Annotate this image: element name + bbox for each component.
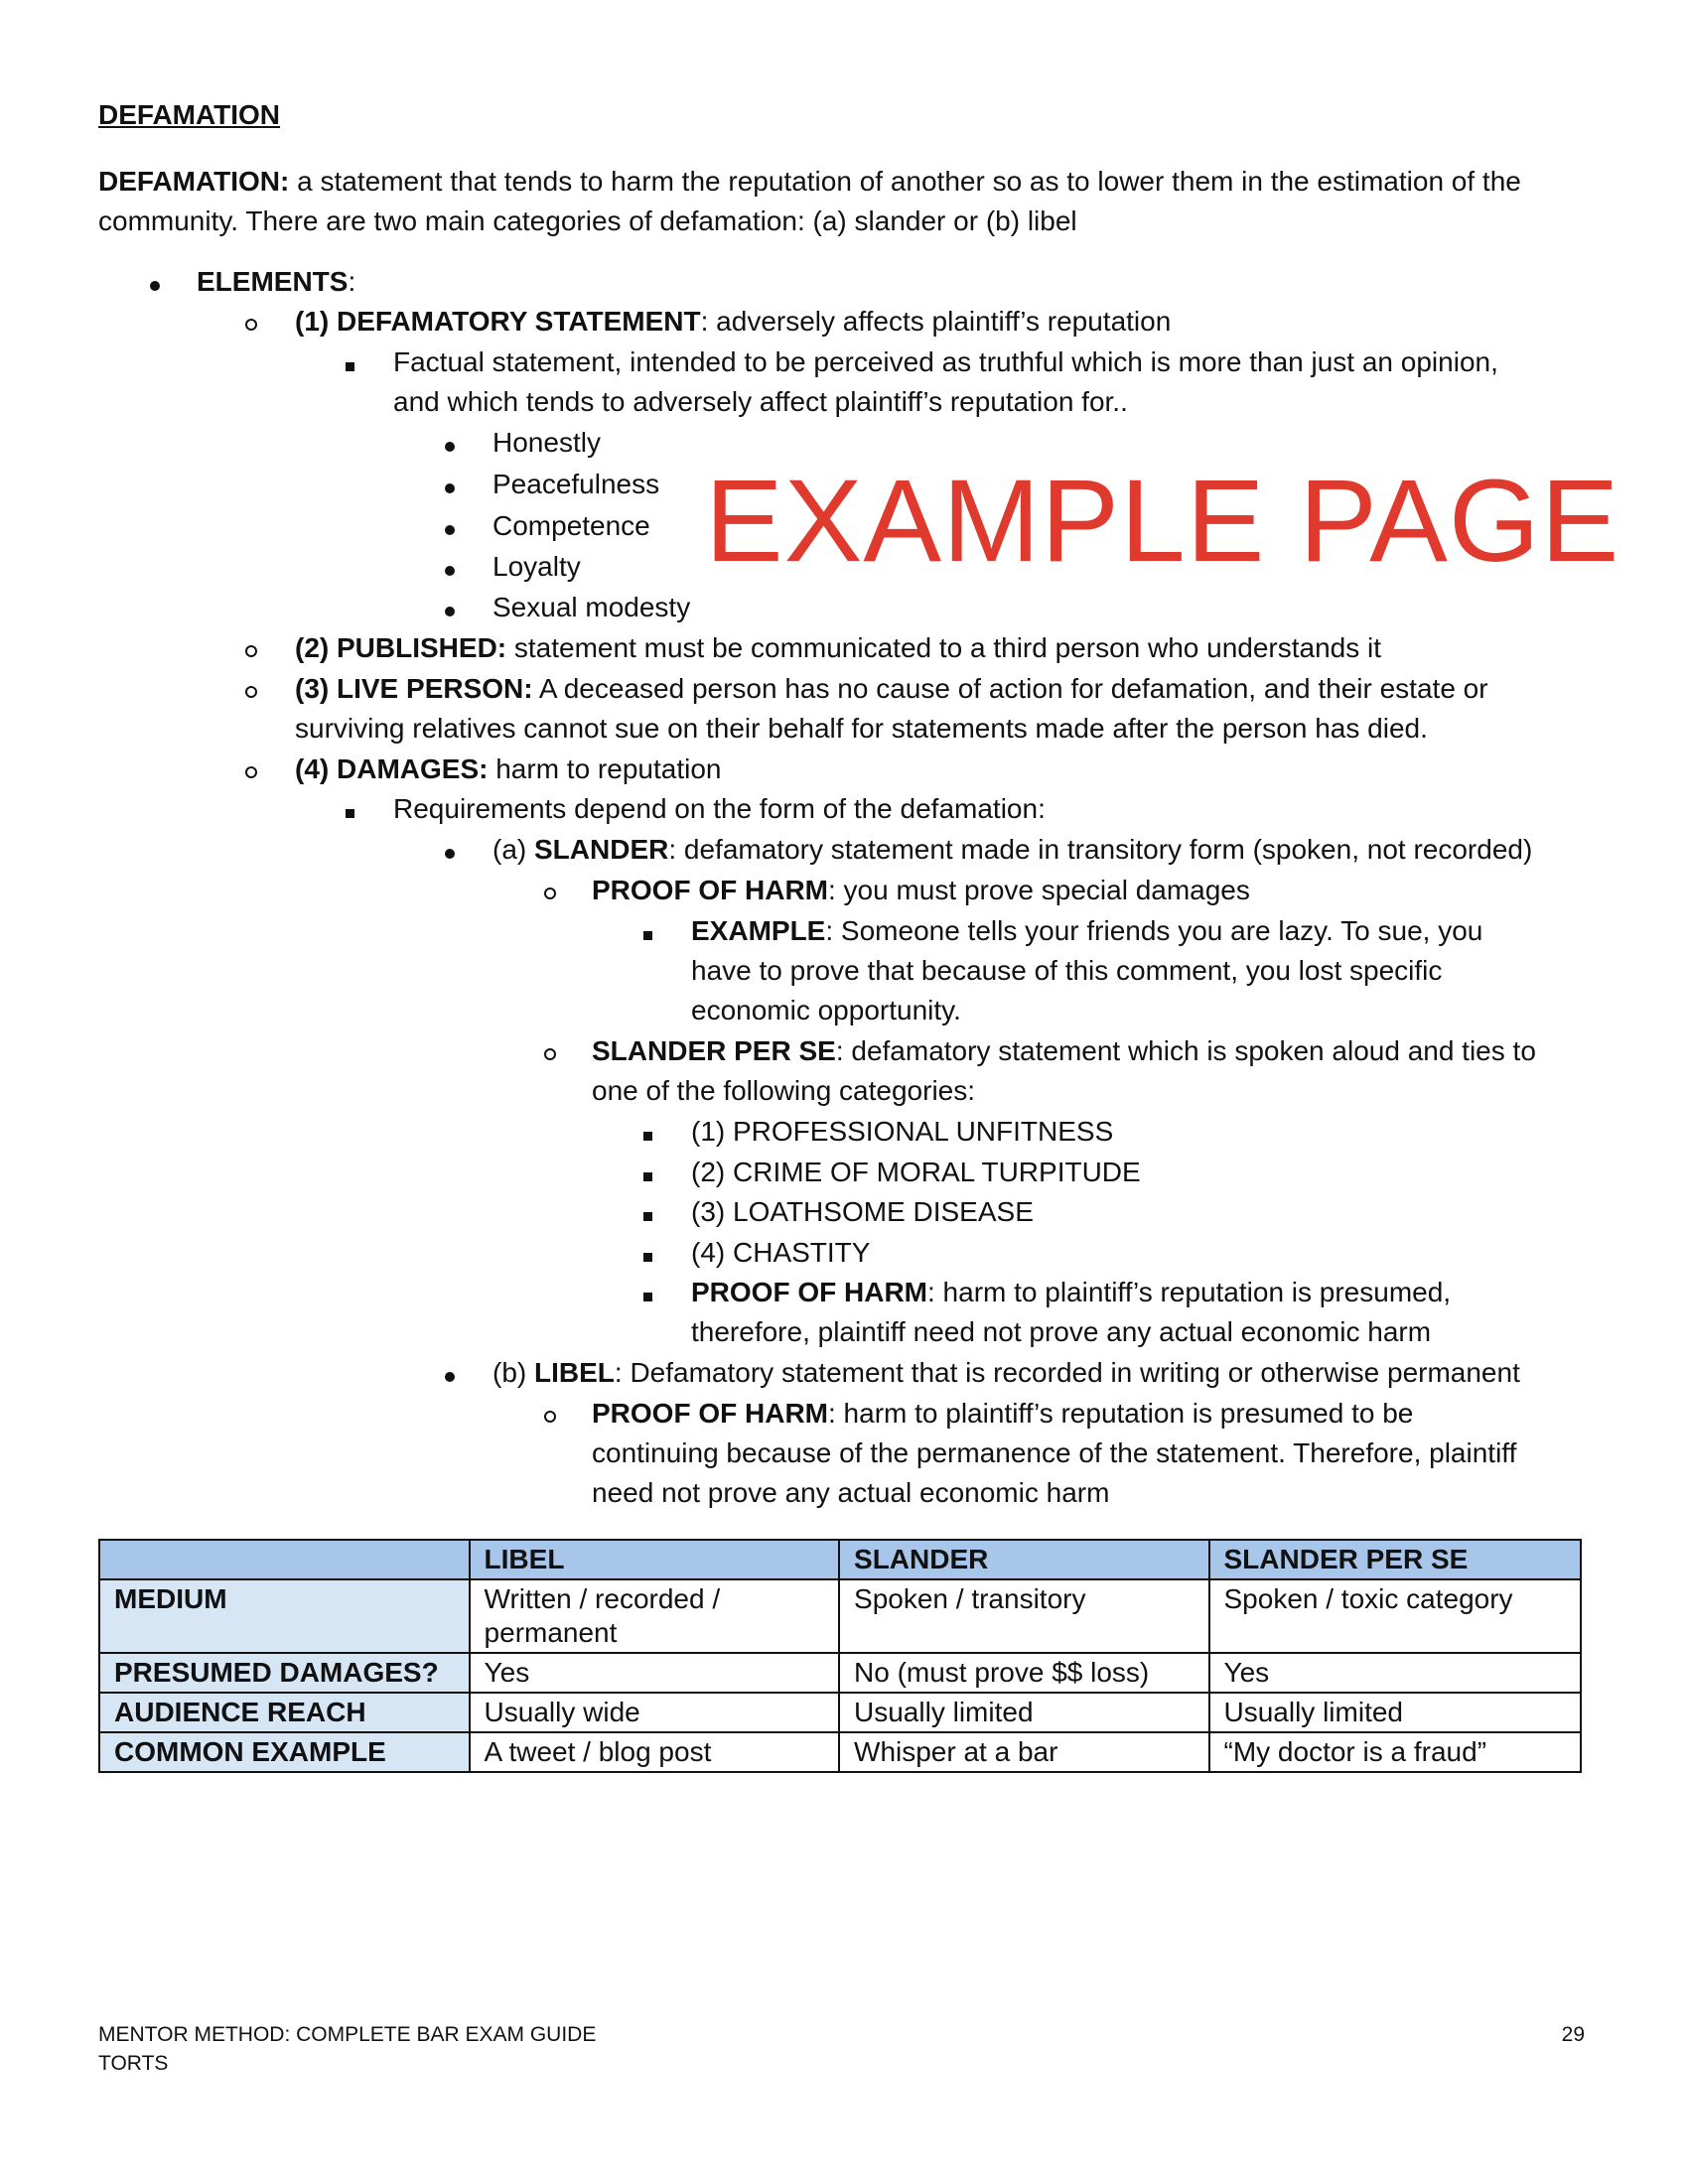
table-row	[99, 1693, 1581, 1732]
table-cell: “My doctor is a fraud”	[1209, 1732, 1582, 1772]
bullet-icon	[445, 423, 455, 463]
row-label: PRESUMED DAMAGES?	[99, 1653, 470, 1693]
table-cell: No (must prove $$ loss)	[839, 1653, 1208, 1693]
circle-bullet-icon	[245, 750, 257, 789]
slander-per-se-definition-cont: one of the following categories:	[592, 1075, 976, 1106]
bullet-icon	[445, 830, 455, 870]
slander-definition: (a) SLANDER: defamatory statement made in transitory form (spoken, not recorded)	[492, 834, 1533, 865]
slander-example: EXAMPLE: Someone tells your friends you are lazy. To sue, you	[691, 915, 1483, 946]
table-header-cell: LIBEL	[470, 1540, 839, 1579]
bullet-icon	[150, 262, 160, 302]
table-header-cell: SLANDER	[839, 1540, 1208, 1579]
comparison-table	[98, 1539, 1582, 1773]
circle-bullet-icon	[544, 1031, 556, 1071]
circle-bullet-icon	[245, 669, 257, 709]
row-label: AUDIENCE REACH	[99, 1693, 470, 1732]
trait-item: Honestly	[492, 427, 601, 458]
row-label: MEDIUM	[99, 1579, 470, 1653]
slander-per-se-proof-cont: therefore, plaintiff need not prove any actual economic harm	[691, 1316, 1432, 1347]
page-footer	[98, 2020, 596, 2078]
trait-item: Sexual modesty	[492, 592, 691, 622]
square-bullet-icon	[643, 1273, 652, 1312]
bullet-icon	[445, 1353, 455, 1393]
intro-paragraph	[98, 162, 1598, 241]
table-cell: Yes	[470, 1653, 839, 1693]
trait-item: Competence	[492, 510, 650, 541]
bullet-icon	[445, 465, 455, 504]
circle-bullet-icon	[245, 302, 257, 341]
square-bullet-icon	[643, 911, 652, 951]
row-label: COMMON EXAMPLE	[99, 1732, 470, 1772]
element-damages: (4) DAMAGES: harm to reputation	[295, 753, 722, 784]
example-page-watermark: EXAMPLE PAGE	[705, 456, 1620, 587]
bullet-icon	[445, 506, 455, 546]
element-live-person-cont: surviving relatives cannot sue on their behalf for statements made after the person has died.	[295, 713, 1428, 744]
page-title: DEFAMATION	[98, 99, 281, 130]
slander-per-se-definition: SLANDER PER SE: defamatory statement which is spoken aloud and ties to	[592, 1035, 1536, 1066]
libel-proof-of-harm: PROOF OF HARM: harm to plaintiff’s reputation is presumed to be	[592, 1398, 1414, 1429]
slander-per-se-proof: PROOF OF HARM: harm to plaintiff’s reputation is presumed,	[691, 1277, 1452, 1307]
factual-statement-line2: and which tends to adversely affect plaintiff’s reputation for..	[393, 386, 1128, 417]
slander-per-se-category: (3) LOATHSOME DISEASE	[691, 1196, 1034, 1227]
table-row	[99, 1732, 1581, 1772]
bullet-icon	[445, 547, 455, 587]
table-cell: Usually limited	[1209, 1693, 1582, 1732]
element-published: (2) PUBLISHED: statement must be communicated to a third person who understands it	[295, 632, 1382, 663]
square-bullet-icon	[346, 342, 354, 382]
factual-statement-line1: Factual statement, intended to be perceived as truthful which is more than just an opinion,	[393, 346, 1498, 377]
table-row	[99, 1653, 1581, 1693]
element-live-person: (3) LIVE PERSON: A deceased person has no cause of action for defamation, and their estate or	[295, 673, 1488, 704]
table-cell: Written / recorded / permanent	[470, 1579, 839, 1653]
table-cell: Usually limited	[839, 1693, 1208, 1732]
libel-proof-of-harm-cont: need not prove any actual economic harm	[592, 1477, 1110, 1508]
requirements-line: Requirements depend on the form of the defamation:	[393, 793, 1046, 824]
elements-heading: ELEMENTS:	[197, 266, 356, 297]
libel-proof-of-harm-cont: continuing because of the permanence of the statement. Therefore, plaintiff	[592, 1437, 1517, 1468]
slander-per-se-category: (2) CRIME OF MORAL TURPITUDE	[691, 1157, 1141, 1187]
square-bullet-icon	[643, 1112, 652, 1152]
bullet-icon	[445, 588, 455, 627]
trait-item: Peacefulness	[492, 469, 660, 499]
element-defamatory-statement: (1) DEFAMATORY STATEMENT: adversely affects plaintiff’s reputation	[295, 306, 1172, 337]
intro-term: DEFAMATION:	[98, 166, 290, 197]
page-number: 29	[1561, 2023, 1585, 2046]
libel-definition: (b) LIBEL: Defamatory statement that is recorded in writing or otherwise permanent	[492, 1357, 1520, 1388]
table-cell: Yes	[1209, 1653, 1582, 1693]
table-cell: Usually wide	[470, 1693, 839, 1732]
table-cell: Whisper at a bar	[839, 1732, 1208, 1772]
table-header-row	[99, 1540, 1581, 1579]
table-header-cell: SLANDER PER SE	[1209, 1540, 1582, 1579]
slander-per-se-category: (4) CHASTITY	[691, 1237, 871, 1268]
table-row	[99, 1579, 1581, 1653]
intro-text: a statement that tends to harm the reputation of another so as to lower them in the estimation of the community. There are two main categories of defamation: (a) slander or (b) libel	[98, 166, 1521, 236]
table-cell: Spoken / toxic category	[1209, 1579, 1582, 1653]
table-cell: Spoken / transitory	[839, 1579, 1208, 1653]
circle-bullet-icon	[544, 1394, 556, 1433]
slander-proof-of-harm: PROOF OF HARM: you must prove special damages	[592, 875, 1250, 905]
footer-section: TORTS	[98, 2052, 169, 2075]
slander-per-se-category: (1) PROFESSIONAL UNFITNESS	[691, 1116, 1114, 1147]
square-bullet-icon	[346, 789, 354, 829]
slander-example-cont: economic opportunity.	[691, 995, 961, 1025]
circle-bullet-icon	[245, 628, 257, 668]
circle-bullet-icon	[544, 871, 556, 910]
table-cell: A tweet / blog post	[470, 1732, 839, 1772]
slander-example-cont: have to prove that because of this comment, you lost specific	[691, 955, 1443, 986]
square-bullet-icon	[643, 1153, 652, 1192]
square-bullet-icon	[643, 1192, 652, 1232]
trait-item: Loyalty	[492, 551, 581, 582]
footer-book-title: MENTOR METHOD: COMPLETE BAR EXAM GUIDE	[98, 2023, 597, 2046]
table-header-cell	[99, 1540, 470, 1579]
square-bullet-icon	[643, 1233, 652, 1273]
